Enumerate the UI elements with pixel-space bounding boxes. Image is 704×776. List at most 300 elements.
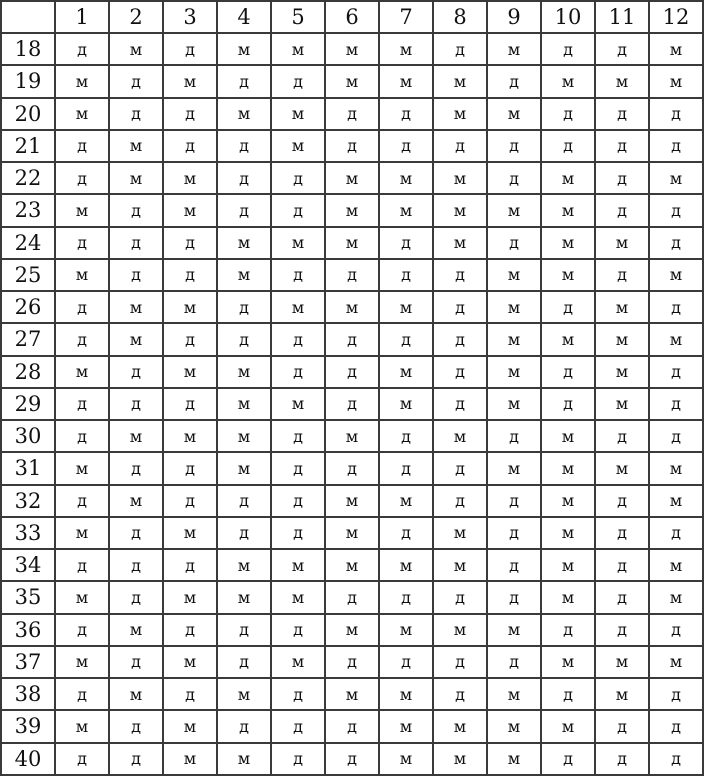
table-cell: д	[325, 98, 379, 130]
table-row	[1, 452, 703, 484]
table-cell: д	[217, 162, 271, 194]
table-cell: м	[379, 65, 433, 97]
table-cell: м	[433, 98, 487, 130]
table-cell: м	[595, 646, 649, 678]
row-header: 23	[1, 194, 55, 226]
table-cell: д	[649, 420, 703, 452]
table-cell: м	[541, 517, 595, 549]
table-cell: д	[109, 581, 163, 613]
row-header: 33	[1, 517, 55, 549]
table-row	[1, 130, 703, 162]
row-header: 19	[1, 65, 55, 97]
table-cell: д	[217, 710, 271, 742]
table-cell: м	[433, 227, 487, 259]
table-cell: м	[217, 452, 271, 484]
table-cell: м	[109, 420, 163, 452]
table-cell: д	[649, 291, 703, 323]
table-cell: д	[487, 646, 541, 678]
column-header: 6	[325, 1, 379, 33]
table-cell: д	[649, 614, 703, 646]
table-cell: м	[109, 614, 163, 646]
table-cell: м	[541, 259, 595, 291]
table-cell: д	[325, 130, 379, 162]
table-cell: м	[649, 452, 703, 484]
table-cell: м	[109, 291, 163, 323]
table-cell: д	[325, 452, 379, 484]
table-cell: м	[55, 65, 109, 97]
header-row	[1, 1, 703, 33]
table-cell: м	[649, 581, 703, 613]
table-cell: м	[541, 65, 595, 97]
table-cell: м	[595, 323, 649, 355]
table-row	[1, 33, 703, 65]
table-cell: д	[649, 227, 703, 259]
table-cell: м	[217, 549, 271, 581]
table-cell: м	[163, 517, 217, 549]
table-cell: м	[541, 710, 595, 742]
table-cell: д	[109, 194, 163, 226]
table-cell: м	[217, 388, 271, 420]
table-cell: д	[649, 388, 703, 420]
table-cell: д	[487, 130, 541, 162]
row-header: 39	[1, 710, 55, 742]
table-cell: д	[109, 743, 163, 776]
table-cell: м	[595, 291, 649, 323]
table-cell: д	[325, 323, 379, 355]
table-row	[1, 227, 703, 259]
table-cell: д	[271, 452, 325, 484]
table-cell: д	[163, 452, 217, 484]
table-cell: д	[595, 743, 649, 776]
row-header: 32	[1, 485, 55, 517]
table-cell: д	[379, 452, 433, 484]
table-cell: д	[109, 227, 163, 259]
table-cell: м	[433, 517, 487, 549]
table-cell: м	[109, 162, 163, 194]
table-cell: м	[541, 581, 595, 613]
column-header: 3	[163, 1, 217, 33]
table-cell: д	[217, 646, 271, 678]
table-cell: д	[109, 65, 163, 97]
table-cell: м	[379, 194, 433, 226]
table-cell: д	[109, 517, 163, 549]
table-cell: д	[271, 162, 325, 194]
table-cell: м	[379, 388, 433, 420]
table-cell: д	[163, 33, 217, 65]
table-cell: д	[379, 259, 433, 291]
table-cell: м	[595, 388, 649, 420]
table-cell: д	[487, 420, 541, 452]
table-row	[1, 614, 703, 646]
table-cell: м	[541, 485, 595, 517]
table-cell: д	[595, 420, 649, 452]
table-cell: д	[55, 162, 109, 194]
table-cell: м	[163, 291, 217, 323]
table-cell: м	[271, 549, 325, 581]
table-cell: д	[379, 517, 433, 549]
row-header: 18	[1, 33, 55, 65]
table-cell: м	[217, 743, 271, 776]
table-cell: д	[109, 452, 163, 484]
table-cell: д	[163, 678, 217, 710]
table-cell: д	[271, 710, 325, 742]
column-header: 7	[379, 1, 433, 33]
table-cell: м	[379, 291, 433, 323]
table-cell: д	[595, 549, 649, 581]
table-cell: д	[649, 194, 703, 226]
table-cell: д	[55, 614, 109, 646]
table-cell: м	[487, 98, 541, 130]
table-cell: м	[325, 33, 379, 65]
table-cell: д	[649, 678, 703, 710]
table-cell: м	[217, 678, 271, 710]
row-header: 28	[1, 356, 55, 388]
table-cell: м	[217, 581, 271, 613]
table-cell: д	[55, 678, 109, 710]
table-cell: д	[595, 614, 649, 646]
table-cell: д	[217, 517, 271, 549]
table-cell: м	[55, 452, 109, 484]
table-cell: м	[163, 194, 217, 226]
table-cell: д	[271, 485, 325, 517]
table-cell: м	[379, 549, 433, 581]
table-cell: м	[55, 710, 109, 742]
column-header: 5	[271, 1, 325, 33]
table-cell: м	[325, 194, 379, 226]
table-cell: м	[541, 646, 595, 678]
table-cell: м	[379, 485, 433, 517]
table-cell: м	[109, 130, 163, 162]
table-cell: м	[649, 485, 703, 517]
table-cell: д	[379, 98, 433, 130]
table-cell: д	[541, 388, 595, 420]
table-cell: м	[217, 259, 271, 291]
table-cell: м	[433, 614, 487, 646]
table-cell: д	[379, 581, 433, 613]
table-cell: м	[649, 259, 703, 291]
table-cell: д	[541, 614, 595, 646]
row-header: 30	[1, 420, 55, 452]
table-row	[1, 678, 703, 710]
table-cell: м	[271, 130, 325, 162]
table-cell: м	[487, 452, 541, 484]
table-cell: м	[487, 356, 541, 388]
table-row	[1, 549, 703, 581]
table-cell: м	[109, 323, 163, 355]
table-cell: д	[325, 356, 379, 388]
table-cell: д	[271, 420, 325, 452]
table-cell: д	[379, 646, 433, 678]
table-cell: д	[433, 678, 487, 710]
table-cell: д	[541, 33, 595, 65]
table-cell: м	[325, 420, 379, 452]
table-cell: м	[649, 162, 703, 194]
table-cell: д	[433, 291, 487, 323]
table-cell: д	[649, 743, 703, 776]
table-cell: м	[163, 743, 217, 776]
table-cell: д	[379, 130, 433, 162]
table-cell: д	[325, 710, 379, 742]
table-header	[1, 1, 703, 33]
table-cell: м	[433, 194, 487, 226]
table-cell: д	[163, 130, 217, 162]
table-cell: д	[433, 130, 487, 162]
row-header: 34	[1, 549, 55, 581]
table-row	[1, 65, 703, 97]
table-cell: д	[55, 227, 109, 259]
table-cell: м	[541, 420, 595, 452]
table-cell: д	[487, 162, 541, 194]
table-cell: м	[379, 678, 433, 710]
table-cell: м	[595, 227, 649, 259]
table-cell: д	[433, 581, 487, 613]
table-cell: д	[109, 356, 163, 388]
row-header: 20	[1, 98, 55, 130]
table-cell: м	[595, 452, 649, 484]
table-cell: д	[217, 323, 271, 355]
table-cell: д	[271, 743, 325, 776]
table-cell: м	[433, 549, 487, 581]
table-cell: м	[595, 356, 649, 388]
table-cell: м	[487, 259, 541, 291]
table-cell: м	[55, 259, 109, 291]
table-cell: м	[163, 710, 217, 742]
table-cell: м	[487, 388, 541, 420]
table-cell: м	[163, 356, 217, 388]
table-cell: д	[649, 98, 703, 130]
column-header: 2	[109, 1, 163, 33]
table-cell: м	[109, 33, 163, 65]
table-row	[1, 646, 703, 678]
table-cell: д	[217, 485, 271, 517]
table-cell: м	[217, 33, 271, 65]
table-cell: м	[649, 33, 703, 65]
row-header: 22	[1, 162, 55, 194]
table-cell: д	[325, 581, 379, 613]
table-cell: д	[595, 130, 649, 162]
table-cell: д	[109, 98, 163, 130]
table-cell: д	[271, 194, 325, 226]
table-cell: м	[379, 710, 433, 742]
table-cell: д	[217, 291, 271, 323]
table-cell: д	[541, 98, 595, 130]
table-cell: м	[541, 323, 595, 355]
table-cell: м	[541, 194, 595, 226]
table-cell: д	[487, 549, 541, 581]
row-header: 21	[1, 130, 55, 162]
table-cell: м	[379, 614, 433, 646]
table-row	[1, 581, 703, 613]
table-cell: д	[595, 485, 649, 517]
table-cell: м	[541, 162, 595, 194]
table-cell: д	[541, 291, 595, 323]
row-header: 24	[1, 227, 55, 259]
table-cell: д	[325, 259, 379, 291]
table-cell: м	[271, 33, 325, 65]
table-cell: д	[163, 614, 217, 646]
table-cell: м	[649, 646, 703, 678]
table-cell: м	[271, 388, 325, 420]
table-cell: м	[163, 646, 217, 678]
table-cell: д	[541, 743, 595, 776]
table-cell: м	[55, 646, 109, 678]
column-header: 11	[595, 1, 649, 33]
table-cell: м	[217, 420, 271, 452]
table-cell: д	[595, 98, 649, 130]
table-cell: д	[163, 549, 217, 581]
row-header: 40	[1, 743, 55, 776]
table-cell: д	[325, 388, 379, 420]
table-cell: д	[649, 710, 703, 742]
table-cell: д	[649, 130, 703, 162]
table-row	[1, 162, 703, 194]
table-row	[1, 259, 703, 291]
table-cell: м	[55, 98, 109, 130]
table-cell: м	[541, 549, 595, 581]
table-cell: м	[595, 678, 649, 710]
table-cell: д	[649, 356, 703, 388]
row-header: 35	[1, 581, 55, 613]
table-cell: д	[541, 678, 595, 710]
table-cell: м	[325, 485, 379, 517]
table-cell: м	[649, 65, 703, 97]
table-cell: м	[379, 356, 433, 388]
table-cell: д	[109, 549, 163, 581]
table-cell: д	[163, 227, 217, 259]
table-cell: д	[433, 259, 487, 291]
table-cell: д	[541, 356, 595, 388]
table-cell: м	[487, 678, 541, 710]
row-header: 25	[1, 259, 55, 291]
table-cell: м	[325, 65, 379, 97]
table-cell: м	[595, 65, 649, 97]
table-cell: м	[55, 356, 109, 388]
table-cell: м	[217, 356, 271, 388]
table-row	[1, 710, 703, 742]
table-cell: м	[541, 452, 595, 484]
table-cell: м	[55, 194, 109, 226]
table-cell: д	[487, 485, 541, 517]
table-cell: д	[325, 646, 379, 678]
table-cell: м	[325, 678, 379, 710]
table-cell: д	[595, 194, 649, 226]
table-cell: м	[649, 323, 703, 355]
column-header: 4	[217, 1, 271, 33]
table-cell: д	[271, 65, 325, 97]
table-cell: д	[55, 485, 109, 517]
table-cell: м	[271, 581, 325, 613]
table-cell: м	[433, 743, 487, 776]
row-header: 26	[1, 291, 55, 323]
table-row	[1, 517, 703, 549]
table-cell: м	[55, 581, 109, 613]
table-cell: м	[487, 194, 541, 226]
table-cell: д	[325, 743, 379, 776]
table-cell: м	[325, 549, 379, 581]
table-cell: м	[109, 678, 163, 710]
table-cell: д	[55, 420, 109, 452]
table-cell: д	[217, 65, 271, 97]
table-cell: д	[379, 227, 433, 259]
table-cell: д	[487, 65, 541, 97]
table-cell: м	[379, 743, 433, 776]
table-cell: м	[379, 162, 433, 194]
table-row	[1, 98, 703, 130]
table-cell: м	[487, 710, 541, 742]
table-cell: д	[163, 98, 217, 130]
row-header: 29	[1, 388, 55, 420]
table-cell: м	[433, 710, 487, 742]
table-cell: м	[487, 323, 541, 355]
table-row	[1, 388, 703, 420]
table-cell: д	[55, 291, 109, 323]
table-cell: д	[55, 323, 109, 355]
table-cell: м	[271, 227, 325, 259]
table-cell: д	[487, 581, 541, 613]
table-cell: д	[55, 33, 109, 65]
table-cell: м	[217, 98, 271, 130]
column-header: 1	[55, 1, 109, 33]
table-cell: д	[163, 485, 217, 517]
table-cell: м	[325, 517, 379, 549]
table-cell: д	[271, 259, 325, 291]
table-cell: д	[433, 646, 487, 678]
table-cell: д	[433, 452, 487, 484]
table-cell: м	[325, 227, 379, 259]
table-cell: д	[55, 388, 109, 420]
column-header: 10	[541, 1, 595, 33]
row-header: 27	[1, 323, 55, 355]
table-cell: м	[217, 227, 271, 259]
table-cell: д	[541, 130, 595, 162]
table-cell: д	[271, 323, 325, 355]
table-cell: д	[595, 259, 649, 291]
table-cell: м	[325, 291, 379, 323]
table-cell: м	[487, 614, 541, 646]
table-cell: д	[595, 710, 649, 742]
table-cell: м	[379, 33, 433, 65]
table-cell: м	[487, 291, 541, 323]
table-cell: д	[163, 259, 217, 291]
table-cell: д	[433, 485, 487, 517]
table-cell: д	[109, 710, 163, 742]
table-cell: д	[595, 517, 649, 549]
row-header: 37	[1, 646, 55, 678]
table-cell: д	[217, 614, 271, 646]
table-row	[1, 743, 703, 776]
table-cell: д	[595, 33, 649, 65]
table-row	[1, 323, 703, 355]
table-cell: м	[163, 581, 217, 613]
table-cell: д	[433, 33, 487, 65]
table-cell: д	[433, 356, 487, 388]
table-cell: м	[325, 162, 379, 194]
corner-cell	[1, 1, 55, 33]
table-cell: д	[487, 227, 541, 259]
table-cell: д	[217, 130, 271, 162]
column-header: 12	[649, 1, 703, 33]
table-cell: д	[433, 388, 487, 420]
table-cell: д	[271, 678, 325, 710]
table-cell: д	[379, 323, 433, 355]
table-row	[1, 194, 703, 226]
table-cell: м	[433, 162, 487, 194]
table-cell: д	[595, 162, 649, 194]
table-cell: м	[487, 33, 541, 65]
table-cell: д	[487, 517, 541, 549]
table-cell: м	[325, 614, 379, 646]
table-cell: д	[163, 388, 217, 420]
